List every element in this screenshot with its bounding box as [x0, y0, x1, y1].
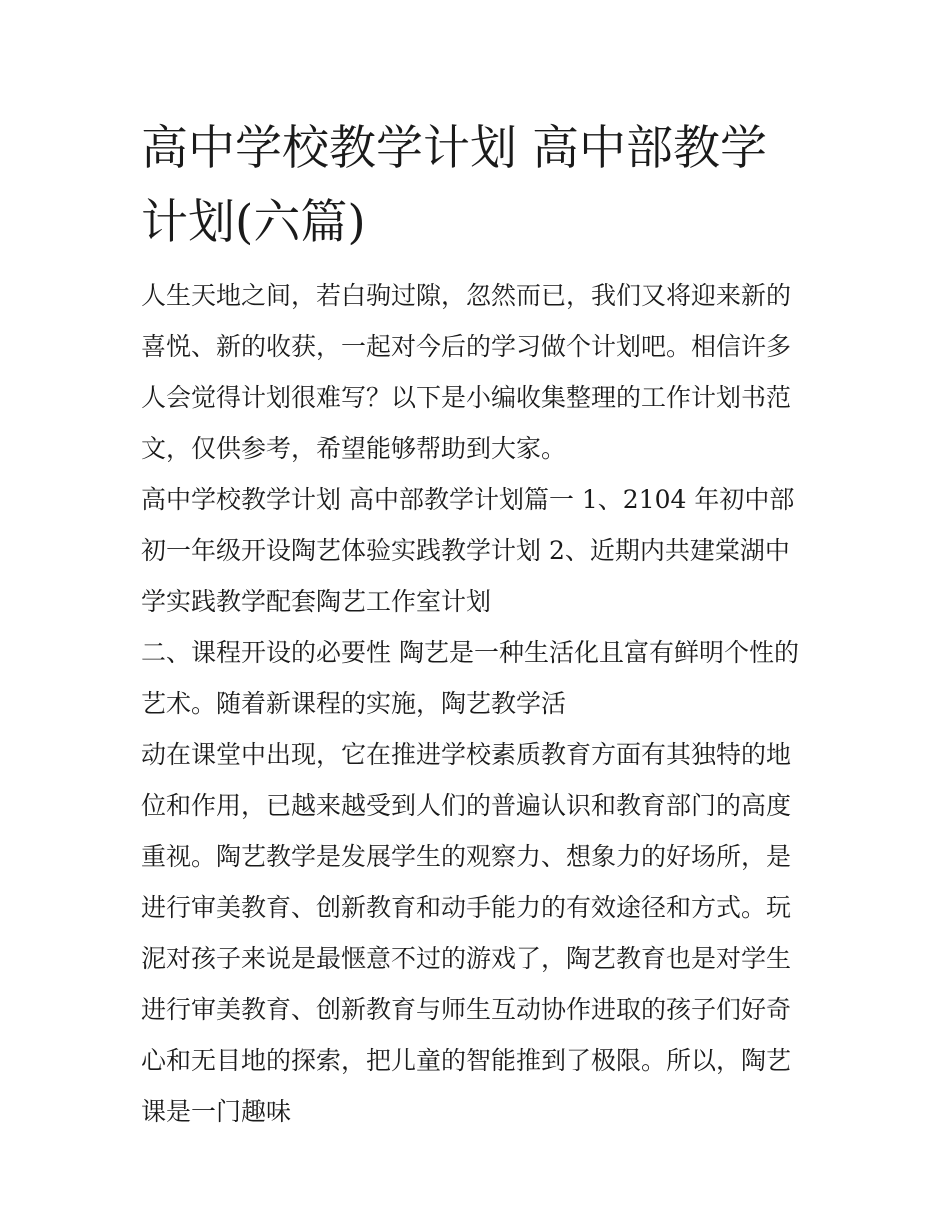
- document-title: 高中学校教学计划 高中部教学计划(六篇): [141, 121, 767, 250]
- paragraph-intro: 人生天地之间，若白驹过隙，忽然而已，我们又将迎来新的喜悦、新的收获，一起对今后的学习做个计划吧。相信许多人会觉得计划很难写？以下是小编收集整理的工作计划书范文，仅供参考，希望能够帮助到大家。: [141, 281, 792, 463]
- document-body: [141, 112, 813, 1137]
- paragraph-pottery-education: 动在课堂中出现，它在推进学校素质教育方面有其独特的地位和作用，已越来越受到人们的普遍认识和教育部门的高度重视。陶艺教学是发展学生的观察力、想象力的好场所，是进行审美教育、创新教育和动手能力的有效途径和方式。玩泥对孩子来说是最惬意不过的游戏了，陶艺教育也是对学生进行审美教育、创新教育与师生互动协作进取的孩子们好奇心和无目地的探索，把儿童的智能推到了极限。所以，陶艺课是一门趣味: [141, 740, 792, 1126]
- paragraph-plan-one: 高中学校教学计划 高中部教学计划篇一 1、2104 年初中部初一年级开设陶艺体验实践教学计划 2、近期内共建棠湖中学实践教学配套陶艺工作室计划: [141, 485, 795, 616]
- paragraph-necessity: 二、课程开设的必要性 陶艺是一种生活化且富有鲜明个性的艺术。随着新课程的实施，陶艺教学活: [141, 638, 799, 718]
